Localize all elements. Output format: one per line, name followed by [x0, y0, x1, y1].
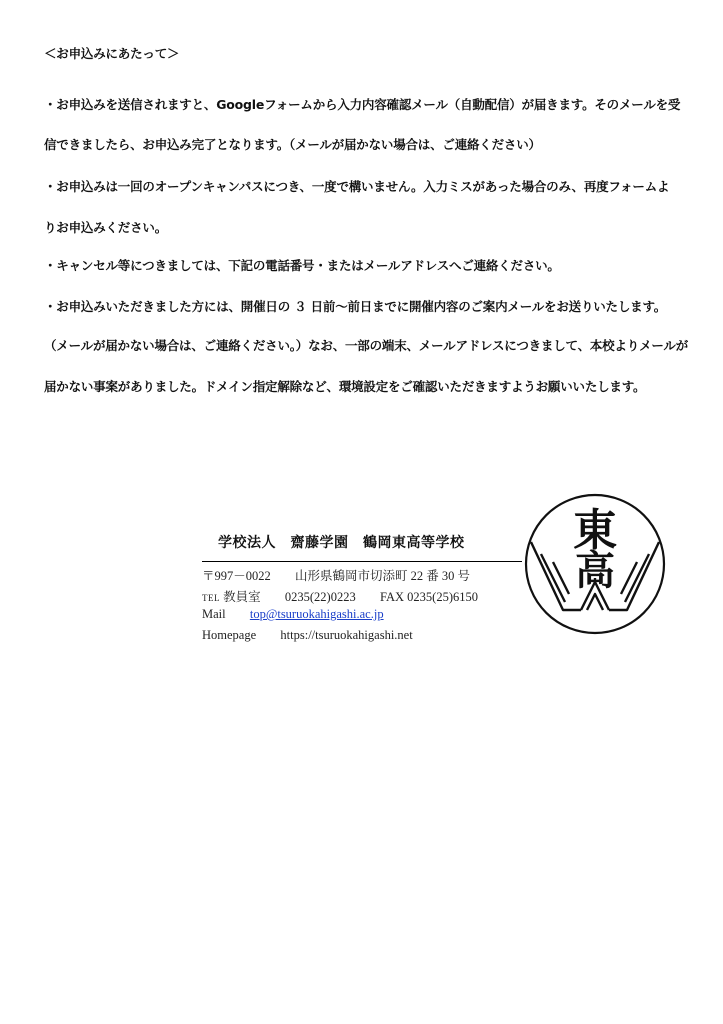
address-row [202, 566, 470, 584]
mail-link[interactable]: top@tsuruokahigashi.ac.jp [249, 607, 384, 621]
emblem-char-bottom: 高 [575, 547, 615, 594]
notice-line: ・お申込みを送信されますと、Googleフォームから入力内容確認メール（自動配信）が届きます。そのメールを受 [44, 97, 681, 112]
notice-line: りお申込みください。 [44, 220, 168, 235]
homepage-row [202, 628, 413, 643]
tel-label: TEL [202, 593, 220, 603]
fax-number: FAX 0235(25)6150 [379, 590, 478, 604]
homepage-url: https://tsuruokahigashi.net [280, 628, 413, 642]
postal-code: 〒997－0022 [202, 569, 271, 583]
school-name: 学校法人 齋藤学園 鶴岡東高等学校 [218, 535, 465, 551]
address: 山形県鶴岡市切添町 22 番 30 号 [295, 569, 471, 583]
notice-line: ・お申込みいただきました方には、開催日の ３ 日前～前日までに開催内容のご案内メールをお送りいたします。 [44, 299, 667, 314]
phone-row [202, 587, 478, 605]
notice-line: （メールが届かない場合は、ご連絡ください。）なお、一部の端末、メールアドレスにつきまして、本校よりメールが [44, 338, 689, 353]
notice-heading: ＜お申込みにあたって＞ [44, 46, 180, 61]
notice-line: 信できましたら、お申込み完了となります。（メールが届かない場合は、ご連絡ください） [44, 137, 541, 152]
emblem-char-top: 東 [573, 505, 617, 556]
notice-line: 届かない事案がありました。ドメイン指定解除など、環境設定をご確認いただきますようお願いいたします。 [44, 379, 646, 394]
notice-line: ・キャンセル等につきましては、下記の電話番号・またはメールアドレスへご連絡ください。 [44, 258, 560, 273]
mail-label: Mail [202, 607, 226, 621]
divider [202, 561, 522, 562]
notice-line: ・お申込みは一回のオープンキャンパスにつき、一度で構いません。入力ミスがあった場合のみ、再度フォームよ [44, 179, 670, 194]
school-emblem [523, 492, 667, 636]
tel-number: 0235(22)0223 [284, 590, 356, 604]
mail-row [202, 607, 384, 622]
homepage-label: Homepage [202, 628, 257, 642]
tel-dept: 教員室 [223, 590, 261, 604]
